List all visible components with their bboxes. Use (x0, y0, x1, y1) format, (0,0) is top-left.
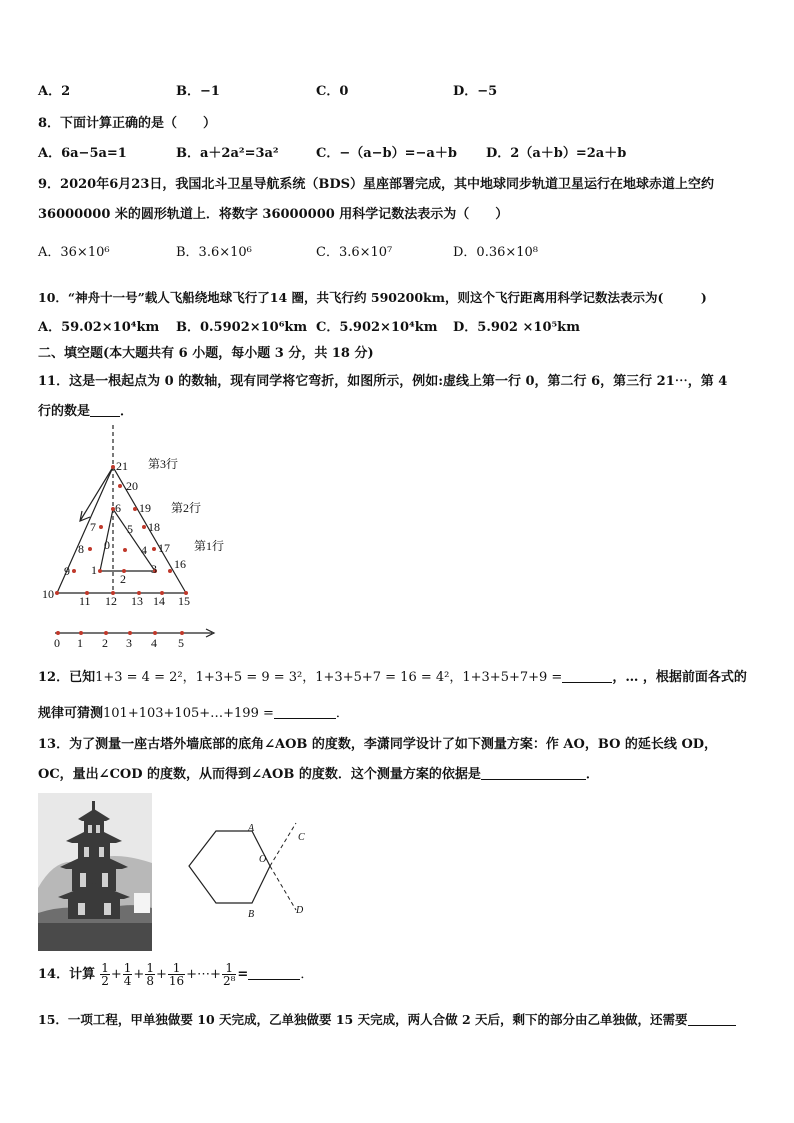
q7-option-a: A．2 (38, 84, 71, 99)
q11-num-2: 2 (120, 572, 126, 586)
q11-num-10: 10 (42, 587, 54, 601)
q14-plus: + (133, 967, 145, 982)
q13-label-b: B (248, 909, 255, 920)
q13-label-o: O (259, 854, 267, 865)
q11-number-axis-figure (40, 425, 240, 650)
q11-num-13: 13 (131, 594, 143, 608)
q13-hexagon (189, 831, 270, 903)
q13-answer-blank[interactable] (481, 767, 586, 780)
q11-point (98, 569, 102, 573)
q12-expression-1: 1+3 = 4 = 2²，1+3+5 = 9 = 3²，1+3+5+7 = 16 = 4²，1+3+5+7+9 = (95, 670, 563, 685)
q11-num-17: 17 (158, 541, 170, 555)
q11-num-12: 12 (105, 594, 117, 608)
q14-frac-3-num: 1 (146, 961, 154, 975)
q8-stem: 8．下面计算正确的是（ ） (38, 116, 217, 131)
pagoda-photo (38, 793, 152, 951)
q11-point (55, 591, 59, 595)
q11-num-16: 16 (174, 557, 186, 571)
q11-num-8: 8 (78, 542, 84, 556)
q9-stem-line1: 9．2020年6月23日，我国北斗卫星导航系统（BDS）星座部署完成，其中地球同步轨道卫星运行在地球赤道上空约 (38, 177, 715, 192)
q11-axis-point (56, 631, 60, 635)
q12-line1 (38, 670, 747, 686)
q11-num-18: 18 (148, 520, 160, 534)
q11-num-5: 5 (127, 522, 133, 536)
q11-point (88, 547, 92, 551)
q11-num-21: 21 (116, 459, 128, 473)
q12-prefix: 12．已知 (38, 670, 96, 685)
q11-num-15: 15 (178, 594, 190, 608)
q11-num-6: 6 (115, 501, 121, 515)
q8-option-a: A．6a−5a=1 (38, 146, 127, 161)
q12-answer-blank-1[interactable] (562, 670, 612, 683)
q14-frac-5-den: 2⁸ (222, 974, 236, 988)
q14-frac-3-den: 8 (146, 974, 154, 988)
q11-point (142, 525, 146, 529)
q8-option-d: D．2（a＋b）=2a＋b (486, 146, 627, 161)
q11-line1: 11．这是一根起点为 0 的数轴，现有同学将它弯折，如图所示，例如:虚线上第一行 0，第二行 6，第三行 21⋯，第 4 (38, 374, 728, 389)
q14-plus: + (110, 967, 122, 982)
q11-point (99, 525, 103, 529)
q13-extension-oc (270, 823, 296, 866)
q14-prefix: 14．计算 (38, 967, 96, 982)
q13-line2-text: OC，量出∠COD 的度数，从而得到∠AOB 的度数．这个测量方案的依据是 (38, 767, 481, 782)
section-heading: 二、填空题(本大题共有 6 小题，每小题 3 分，共 18 分) (38, 346, 374, 361)
q11-point (111, 465, 115, 469)
q11-num-4: 4 (141, 543, 147, 557)
q11-axis-point (104, 631, 108, 635)
q13-label-c: C (298, 832, 305, 843)
q11-num-11: 11 (79, 594, 91, 608)
q10-stem: 10．“神舟十一号”载人飞船绕地球飞行了14 圈，共飞行约 590200km，则这个飞行距离用科学记数法表示为( ) (38, 290, 707, 305)
q11-axis-tick-2: 2 (102, 636, 108, 650)
q11-axis-point (79, 631, 83, 635)
q7-option-b: B．−1 (176, 84, 220, 99)
q14-frac-4 (168, 962, 185, 987)
q11-answer-blank[interactable] (90, 404, 120, 417)
q14-frac-5-num: 1 (225, 961, 233, 975)
q12-line2-prefix: 规律可猜测 (38, 706, 104, 721)
q11-axis-tick-1: 1 (77, 636, 83, 650)
q11-axis-point (153, 631, 157, 635)
q14-frac-1-den: 2 (101, 974, 109, 988)
q9-stem-line2: 36000000 米的圆形轨道上．将数字 36000000 用科学记数法表示为（ ） (38, 207, 509, 222)
q11-point (118, 484, 122, 488)
q11-num-19: 19 (139, 501, 151, 515)
q11-num-14: 14 (153, 594, 165, 608)
q14-frac-2-den: 4 (123, 974, 132, 988)
q11-point (123, 548, 127, 552)
q14-ellipsis: +⋯+ (186, 967, 221, 982)
q11-axis-tick-0: 0 (54, 636, 60, 650)
q10-option-a: A．59.02×10⁴km (38, 320, 160, 335)
q11-num-9: 9 (64, 564, 70, 578)
q7-option-c: C．0 (316, 84, 349, 99)
q14-frac-1-num: 1 (101, 961, 109, 975)
q14-frac-5 (222, 962, 236, 987)
q11-point (152, 547, 156, 551)
q13-label-a: A (248, 823, 255, 834)
q11-num-1: 1 (91, 563, 97, 577)
q11-point (72, 569, 76, 573)
q12-expression-2: 101+103+105+…+199 = (103, 706, 274, 721)
q10-option-d: D．5.902 ×10⁵km (453, 320, 580, 335)
q15-line (38, 1012, 736, 1028)
q14-line: 14．计算 $\frac{1}{2}$ + $\frac{1}{4}$ + $\frac{1}{8}$ + $\frac{1}{16}$ +⋯+ $\frac{1}{\text{2⁸}}$ = ． (38, 961, 314, 988)
q14-plus: + (155, 967, 167, 982)
q9-option-b: B．3.6×10⁶ (176, 245, 252, 260)
q13-extension-od (270, 866, 296, 910)
q8-option-c: C．−（a−b）=−a＋b (316, 146, 457, 161)
q11-axis-point (180, 631, 184, 635)
q13-label-d: D (296, 905, 304, 916)
q11-row-label-1: 第1行 (194, 539, 225, 553)
q14-frac-1 (100, 962, 110, 987)
q11-fold-arrow (80, 467, 113, 521)
q11-point (133, 507, 137, 511)
q11-point (168, 569, 172, 573)
q14-frac-4-den: 16 (168, 974, 185, 988)
q15-text: 15．一项工程，甲单独做要 10 天完成，乙单独做要 15 天完成，两人合做 2 天后，剩下的部分由乙单独做，还需要 (38, 1012, 688, 1027)
q11-num-7: 7 (90, 520, 96, 534)
q11-num-3: 3 (151, 562, 157, 576)
q12-answer-blank-2[interactable] (274, 706, 336, 719)
q11-line2: 行的数是 ． (38, 404, 134, 419)
q10-option-c: C．5.902×10⁴km (316, 320, 438, 335)
q10-option-b: B．0.5902×10⁶km (176, 320, 308, 335)
q14-answer-blank[interactable] (248, 967, 300, 980)
q9-option-c: C．3.6×10⁷ (316, 245, 393, 260)
q11-axis-tick-3: 3 (126, 636, 132, 650)
q13-line2: OC，量出∠COD 的度数，从而得到∠AOB 的度数．这个测量方案的依据是 ． (38, 767, 599, 782)
q14-frac-2 (123, 962, 133, 987)
q14-equals: = (237, 967, 249, 982)
q11-axis-tick-4: 4 (151, 636, 157, 650)
q13-line1: 13．为了测量一座古塔外墙底部的底角∠AOB 的度数，李潇同学设计了如下测量方案：作 AO，BO 的延长线 OD， (38, 737, 718, 752)
q14-frac-4-num: 1 (172, 961, 181, 975)
q14-frac-3 (145, 962, 155, 987)
q11-row-label-3: 第3行 (148, 457, 179, 471)
q11-num-20: 20 (126, 479, 138, 493)
q11-axis-point (128, 631, 132, 635)
q9-option-a: A．36×10⁶ (38, 245, 110, 260)
q15-answer-blank[interactable] (688, 1013, 736, 1026)
q11-line2-text: 行的数是 (38, 404, 91, 419)
q8-option-b: B．a＋2a²=3a² (176, 146, 279, 161)
q7-option-d: D．−5 (453, 84, 498, 99)
q11-row-label-2: 第2行 (171, 501, 202, 515)
q11-num-0: 0 (104, 538, 110, 552)
q11-axis-tick-5: 5 (178, 636, 184, 650)
q14-frac-2-num: 1 (123, 961, 132, 975)
q12-suffix: ，… ，根据前面各式的 (612, 670, 747, 685)
q13-hexagon-figure (180, 818, 320, 923)
q12-line2: 规律可猜测101+103+105+…+199 = ． (38, 706, 349, 721)
q9-option-d: D．0.36×10⁸ (453, 245, 539, 260)
